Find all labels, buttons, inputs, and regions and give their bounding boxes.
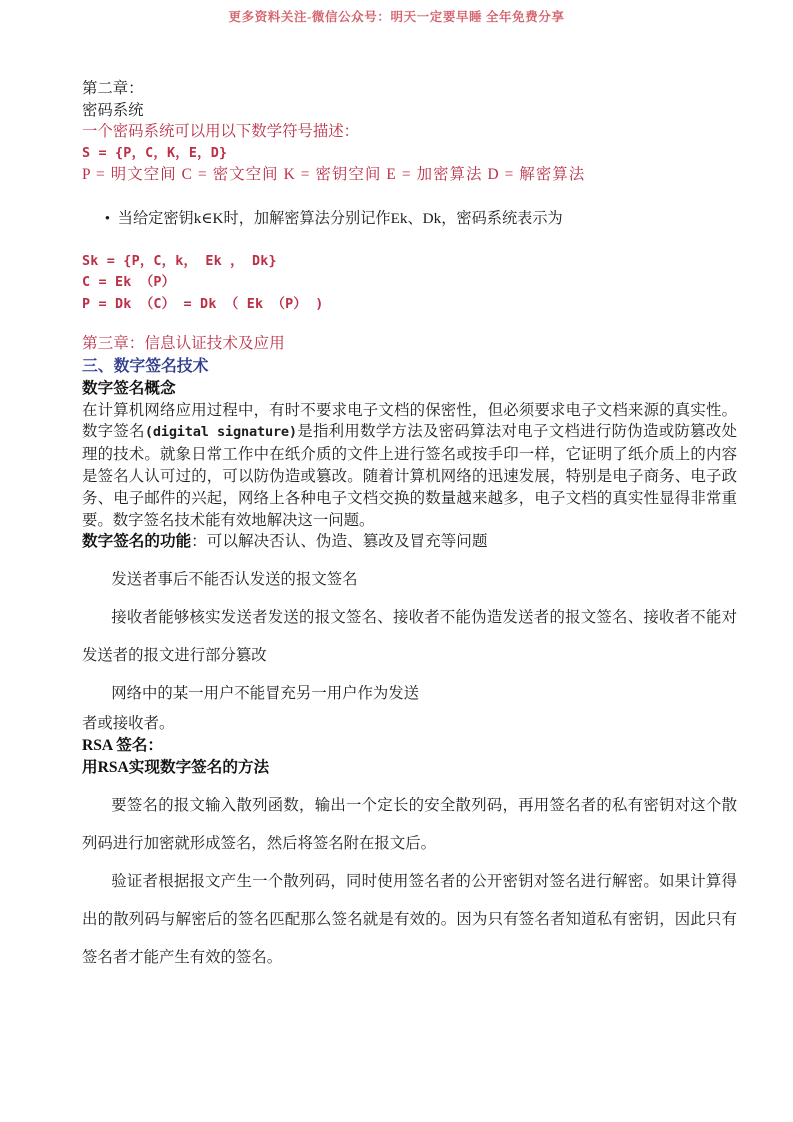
chapter3-section-heading: 三、数字签名技术 bbox=[82, 357, 209, 375]
function-heading-label: 数字签名的功能 bbox=[82, 533, 192, 551]
formula-cryptosystem-tuple: S = {P，C，K，E，D} bbox=[82, 145, 228, 161]
document-content bbox=[82, 78, 737, 977]
rsa-paragraph-2: 验证者根据报文产生一个散列码，同时使用签名者的公开密钥对签名进行解密。如果计算得出的散列码与解密后的签名匹配那么签名就是有效的。因为只有签名者知道私有密钥，因此只有签名者才能产生有效的签名。 bbox=[82, 872, 737, 966]
chapter2-bullet-item bbox=[82, 186, 737, 251]
chapter2-title-line1: 第二章： bbox=[82, 80, 144, 97]
rsa-signature-heading: RSA 签名： bbox=[82, 736, 164, 754]
concept-paragraph-term-english: (digital signature) bbox=[144, 424, 297, 441]
formula-space-definitions: P = 明文空间 C = 密文空间 K = 密钥空间 E = 加密算法 D = 解密算法 bbox=[82, 166, 586, 184]
concept-paragraph-part2: 是指利用数学方法及密码算法对电子文档进行防伪造或防篡改处理的技术。就象日常工作中在纸介质的文件上进行签名或按手印一样，它证明了纸介质上的内容是签名人认可过的，可以防伪造或篡改。随着计算机网络的迅速发展，特别是电子商务、电子政务、电子邮件的兴起，网络上各种电子文档交换的数量越来越多，电子文档的真实性显得非常重要。数字签名技术能有效地解决这一问题。 bbox=[82, 423, 737, 529]
digital-signature-function-heading bbox=[82, 531, 737, 553]
chapter2-intro: 一个密码系统可以用以下数学符号描述： bbox=[82, 123, 360, 141]
concept-paragraph-part1: 在计算机网络应用过程中，有时不要求电子文档的保密性，但必须要求电子文档来源的真实性。数字签名 bbox=[82, 401, 737, 441]
digital-signature-concept-paragraph bbox=[82, 400, 737, 532]
rsa-paragraph-1: 要签名的报文输入散列函数，输出一个定长的安全散列码，再用签名者的私有密钥对这个散列码进行加密就形成签名，然后将签名附在报文后。 bbox=[82, 796, 737, 852]
formula-sk-tuple: Sk = {P，C，k， Ek ， Dk} bbox=[82, 253, 277, 269]
section-gap bbox=[82, 316, 737, 333]
digital-signature-concept-heading: 数字签名概念 bbox=[82, 379, 176, 397]
function-item-tail: 者或接收者。 bbox=[82, 715, 175, 733]
formula-decryption: P = Dk （C） = Dk （ Ek （P） ) bbox=[82, 296, 324, 312]
rsa-method-heading: 用RSA实现数字签名的方法 bbox=[82, 758, 270, 776]
chapter3-title: 第三章：信息认证技术及应用 bbox=[82, 334, 285, 352]
bullet-dot-icon: • bbox=[104, 209, 111, 227]
chapter2-bullet-text: 当给定密钥k∈K时，加解密算法分别记作Ek、Dk，密码系统表示为 bbox=[117, 209, 563, 227]
function-item-2: 接收者能够核实发送者发送的报文签名、接收者不能伪造发送者的报文签名、接收者不能对发送者的报文进行部分篡改 bbox=[82, 609, 737, 665]
rsa-gap bbox=[82, 779, 737, 787]
formula-encryption: C = Ek （P） bbox=[82, 275, 176, 291]
list-gap-top bbox=[82, 553, 737, 561]
function-heading-suffix: ：可以解决否认、伪造、篡改及冒充等问题 bbox=[191, 533, 488, 551]
promo-header-text: 更多资料关注-微信公众号：明天一定要早睡 全年免费分享 bbox=[228, 10, 565, 24]
function-item-3: 网络中的某一用户不能冒充另一用户作为发送 bbox=[111, 685, 420, 703]
chapter2-title-line2: 密码系统 bbox=[82, 101, 144, 119]
function-item-1: 发送者事后不能否认发送的报文签名 bbox=[111, 571, 358, 589]
